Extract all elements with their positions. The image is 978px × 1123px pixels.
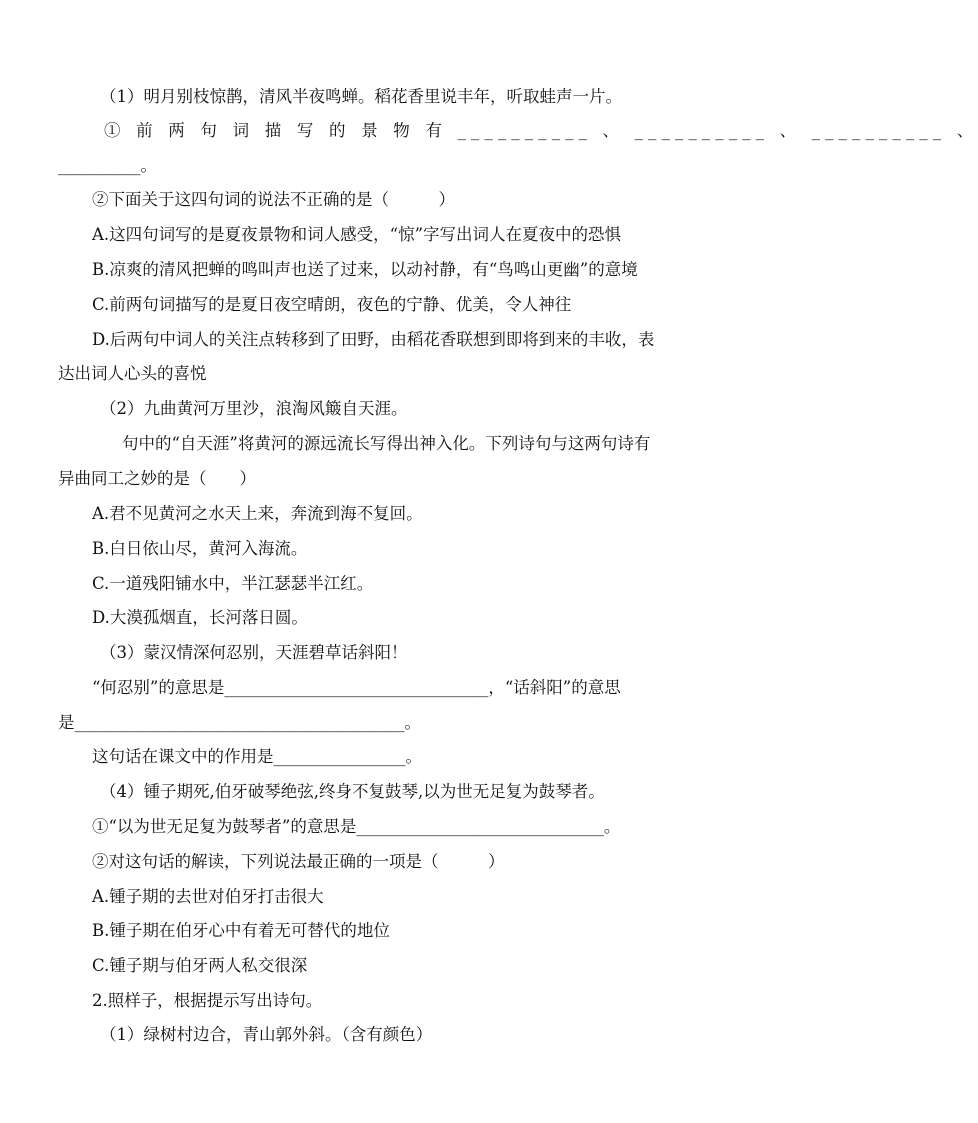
q2-question-line2: 异曲同工之妙的是（ ） (58, 469, 256, 488)
q4-option-a: A.锺子期的去世对伯牙打击很大 (92, 887, 324, 906)
q2-option-d: D.大漠孤烟直，长河落日圆。 (92, 608, 308, 627)
q3-sentence: （3）蒙汉情深何忍别，天涯碧草话斜阳！ (100, 643, 408, 662)
q1-option-c: C.前两句词描写的是夏日夜空晴朗，夜色的宁静、优美，令人神往 (92, 295, 572, 314)
section-2-q1: （1）绿树村边合，青山郭外斜。（含有颜色） (100, 1025, 433, 1044)
q1-sub1-line2: __________。 (58, 156, 157, 175)
q2-sentence: （2）九曲黄河万里沙，浪淘风簸自天涯。 (100, 399, 408, 418)
q1-sentence: （1）明月别枝惊鹊，清风半夜鸣蝉。稻花香里说丰年，听取蛙声一片。 (100, 87, 622, 106)
q1-sub1-line1: ① 前 两 句 词 描 写 的 景 物 有 __________ 、 __________ 、 __________ 、 (104, 121, 978, 140)
q1-sub2-question: ②下面关于这四句词的说法不正确的是（ ） (92, 190, 455, 209)
q3-question-line2: 是________________________________________。 (58, 713, 421, 732)
q4-sentence: （4）锺子期死,伯牙破琴绝弦,终身不复鼓琴,以为世无足复为鼓琴者。 (100, 782, 605, 801)
q4-option-b: B.锺子期在伯牙心中有着无可替代的地位 (92, 921, 390, 940)
section-2-title: 2.照样子，根据提示写出诗句。 (92, 991, 323, 1010)
q1-option-d-line1: D.后两句中词人的关注点转移到了田野，由稻花香联想到即将到来的丰收，表 (92, 330, 655, 349)
q1-option-a: A.这四句词写的是夏夜景物和词人感受，“惊”字写出词人在夏夜中的恐惧 (92, 225, 622, 244)
q2-option-a: A.君不见黄河之水天上来，奔流到海不复回。 (92, 504, 423, 523)
q1-option-b: B.凉爽的清风把蝉的鸣叫声也送了过来，以动衬静，有“鸟鸣山更幽”的意境 (92, 260, 638, 279)
q3-question-line1: “何忍别”的意思是________________________________，“话斜阳”的意思 (92, 678, 621, 697)
q4-option-c: C.锺子期与伯牙两人私交很深 (92, 956, 308, 975)
q2-question-line1: 句中的“自天涯”将黄河的源远流长写得出神入化。下列诗句与这两句诗有 (122, 434, 651, 453)
q2-option-b: B.白日依山尽，黄河入海流。 (92, 539, 308, 558)
q1-option-d-line2: 达出词人心头的喜悦 (58, 364, 207, 383)
q4-sub1-question: ①“以为世无足复为鼓琴者”的意思是______________________________。 (92, 817, 621, 836)
q4-sub2-question: ②对这句话的解读，下列说法最正确的一项是（ ） (92, 852, 505, 871)
q2-option-c: C.一道残阳铺水中，半江瑟瑟半江红。 (92, 574, 374, 593)
q3-role-question: 这句话在课文中的作用是________________。 (92, 747, 422, 766)
